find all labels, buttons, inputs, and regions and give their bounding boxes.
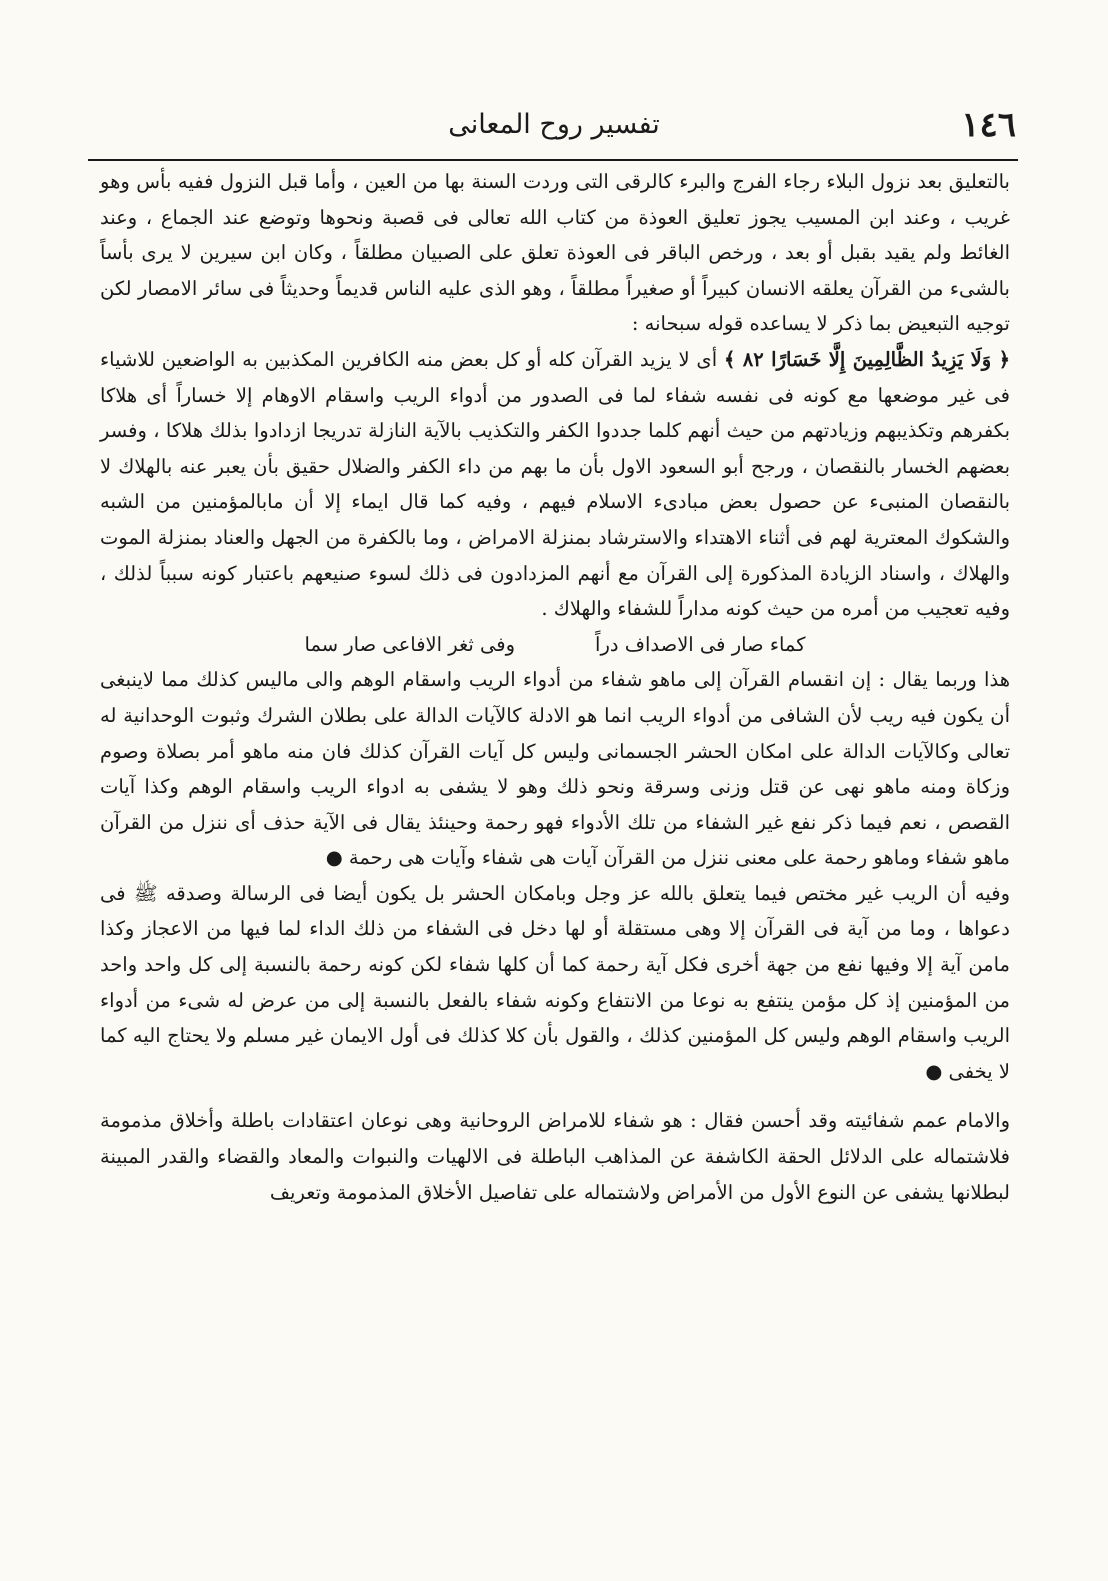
paragraph-2-text: أى لا يزيد القرآن كله أو كل بعض منه الكافرين المكذبين به الواضعين للاشياء فى غير موضعها مع كونه فى نفسه شفاء لما فى الصدور من أدواء الريب واسقام الاوهام إلا خساراً أى هلاكا بكفرهم وتكذيبهم وزيادتهم من حيث أنهم كلما جددوا الكفر والتكذيب بالآية النازلة تدريجا ازدادوا بذلك هلاكا ، وفسر بعضهم الخسار بالنقصان ، ورجح أبو السعود الاول بأن ما بهم من داء الكفر والضلال حقيق بأن يعبر عنه بالهلاك لا بالنقصان المنبىء عن حصول بعض مبادىء الاسلام فيهم ، وفيه كما قال ايماء إلا أن مابالمؤمنين من الشبه والشكوك المعترية لهم فى أثناء الاهتداء والاسترشاد بمنزلة الامراض ، وما بالكفرة من الجهل والعناد بمنزلة الموت والهلاك ، واسناد الزيادة المذكورة إلى القرآن مع أنهم المزدادون فى ذلك لسوء صنيعهم باعتبار كونه سبباً لذلك ، وفيه تعجيب من أمره من حيث كونه مداراً للشفاء والهلاك . [100,347,1010,621]
running-title: تفسير روح المعانى [448,109,660,140]
paragraph-gap [100,1089,1010,1103]
verse-second-hemistich: وفى ثغر الافاعى صار سما [304,632,516,656]
page-header [70,95,1038,155]
page-body [100,164,1010,1210]
quran-verse: ﴿ وَلَا يَزِيدُ الظَّالِمِينَ إِلَّا خَسَارًا ٨٢ ﴾ [723,347,1011,371]
paragraph-1: بالتعليق بعد نزول البلاء رجاء الفرج والبرء كالرقى التى وردت السنة بها من العين ، وأما قبل النزول ففيه بأس وهو غريب ، وعند ابن المسيب يجوز تعليق العوذة من كتاب الله تعالى فى قصبة ونحوها وتوضع عند الجماع ، وعند الغائط ولم يقيد بقبل أو بعد ، ورخص الباقر فى العوذة تعلق على الصبيان مطلقاً ، وكان ابن سيرين لا يرى بأساً بالشىء من القرآن يعلقه الانسان كبيراً أو صغيراً مطلقاً ، وهو الذى عليه الناس قديماً وحديثاً فى سائر الامصار لكن توجيه التبعيض بما ذكر لا يساعده قوله سبحانه : [100,170,1010,336]
paragraph-5: والامام عمم شفائيته وقد أحسن فقال : هو شفاء للامراض الروحانية وهى نوعان اعتقادات باطلة وأخلاق مذمومة فلاشتماله على الدلائل الحقة الكاشفة عن المذاهب الباطلة فى الالهيات والنبوات والمعاد والقضاء والقدر المبينة لبطلانها يشفى عن النوع الأول من الأمراض ولاشتماله على تفاصيل الأخلاق المذمومة وتعريف [100,1109,1010,1204]
poetry-verse [100,627,1010,663]
verse-first-hemistich: كماء صار فى الاصداف دراً [595,632,806,656]
header-rule [88,159,1018,161]
paragraph-3: هذا وربما يقال : إن انقسام القرآن إلى ماهو شفاء من أدواء الريب واسقام الوهم والى ماليس كذلك مما لاينبغى أن يكون فيه ريب لأن الشافى من أدواء الريب انما هو الادلة كالآيات الدالة على بطلان الشرك وثبوت الوحدانية له تعالى وكالآيات الدالة على امكان الحشر الجسمانى وليس كل آيات القرآن كذلك فان منه ماهو أمر بصلاة وصوم وزكاة ومنه ماهو نهى عن قتل وزنى وسرقة ونحو ذلك وهو لا يشفى به ادواء الريب واسقام الوهم وكذا آيات القصص ، نعم فيما ذكر نفع غير الشفاء من تلك الأدواء فهو رحمة وحينئذ يقال فى الآية حذف أى ننزل من القرآن ماهو شفاء وماهو رحمة على معنى ننزل من القرآن آيات هى شفاء وآيات هى رحمة ● [100,668,1010,870]
page-number: ١٤٦ [961,105,1016,145]
paragraph-4: وفيه أن الريب غير مختص فيما يتعلق بالله عز وجل وبامكان الحشر بل يكون أيضا فى الرسالة وصدقه ﷺ فى دعواها ، وما من آية فى القرآن إلا وهى مستقلة أو لها دخل فى الشفاء من ذلك الداء لما فيها من الاعجاز وكذا مامن آية إلا وفيها نفع من جهة أخرى فكل آية رحمة كما أن كلها شفاء لكن كونه رحمة بالنسبة إلى كل واحد واحد من المؤمنين إذ كل مؤمن ينتفع به نوعا من الانتفاع وكونه شفاء بالفعل بالنسبة إلى من عرض له شىء من أدواء الريب واسقام الوهم وليس كل المؤمنين كذلك ، والقول بأن كلا كذلك فى أول الايمان غير مسلم ولا يحتاج اليه كما لا يخفى ● [100,881,1010,1083]
paragraph-2 [100,342,1010,627]
